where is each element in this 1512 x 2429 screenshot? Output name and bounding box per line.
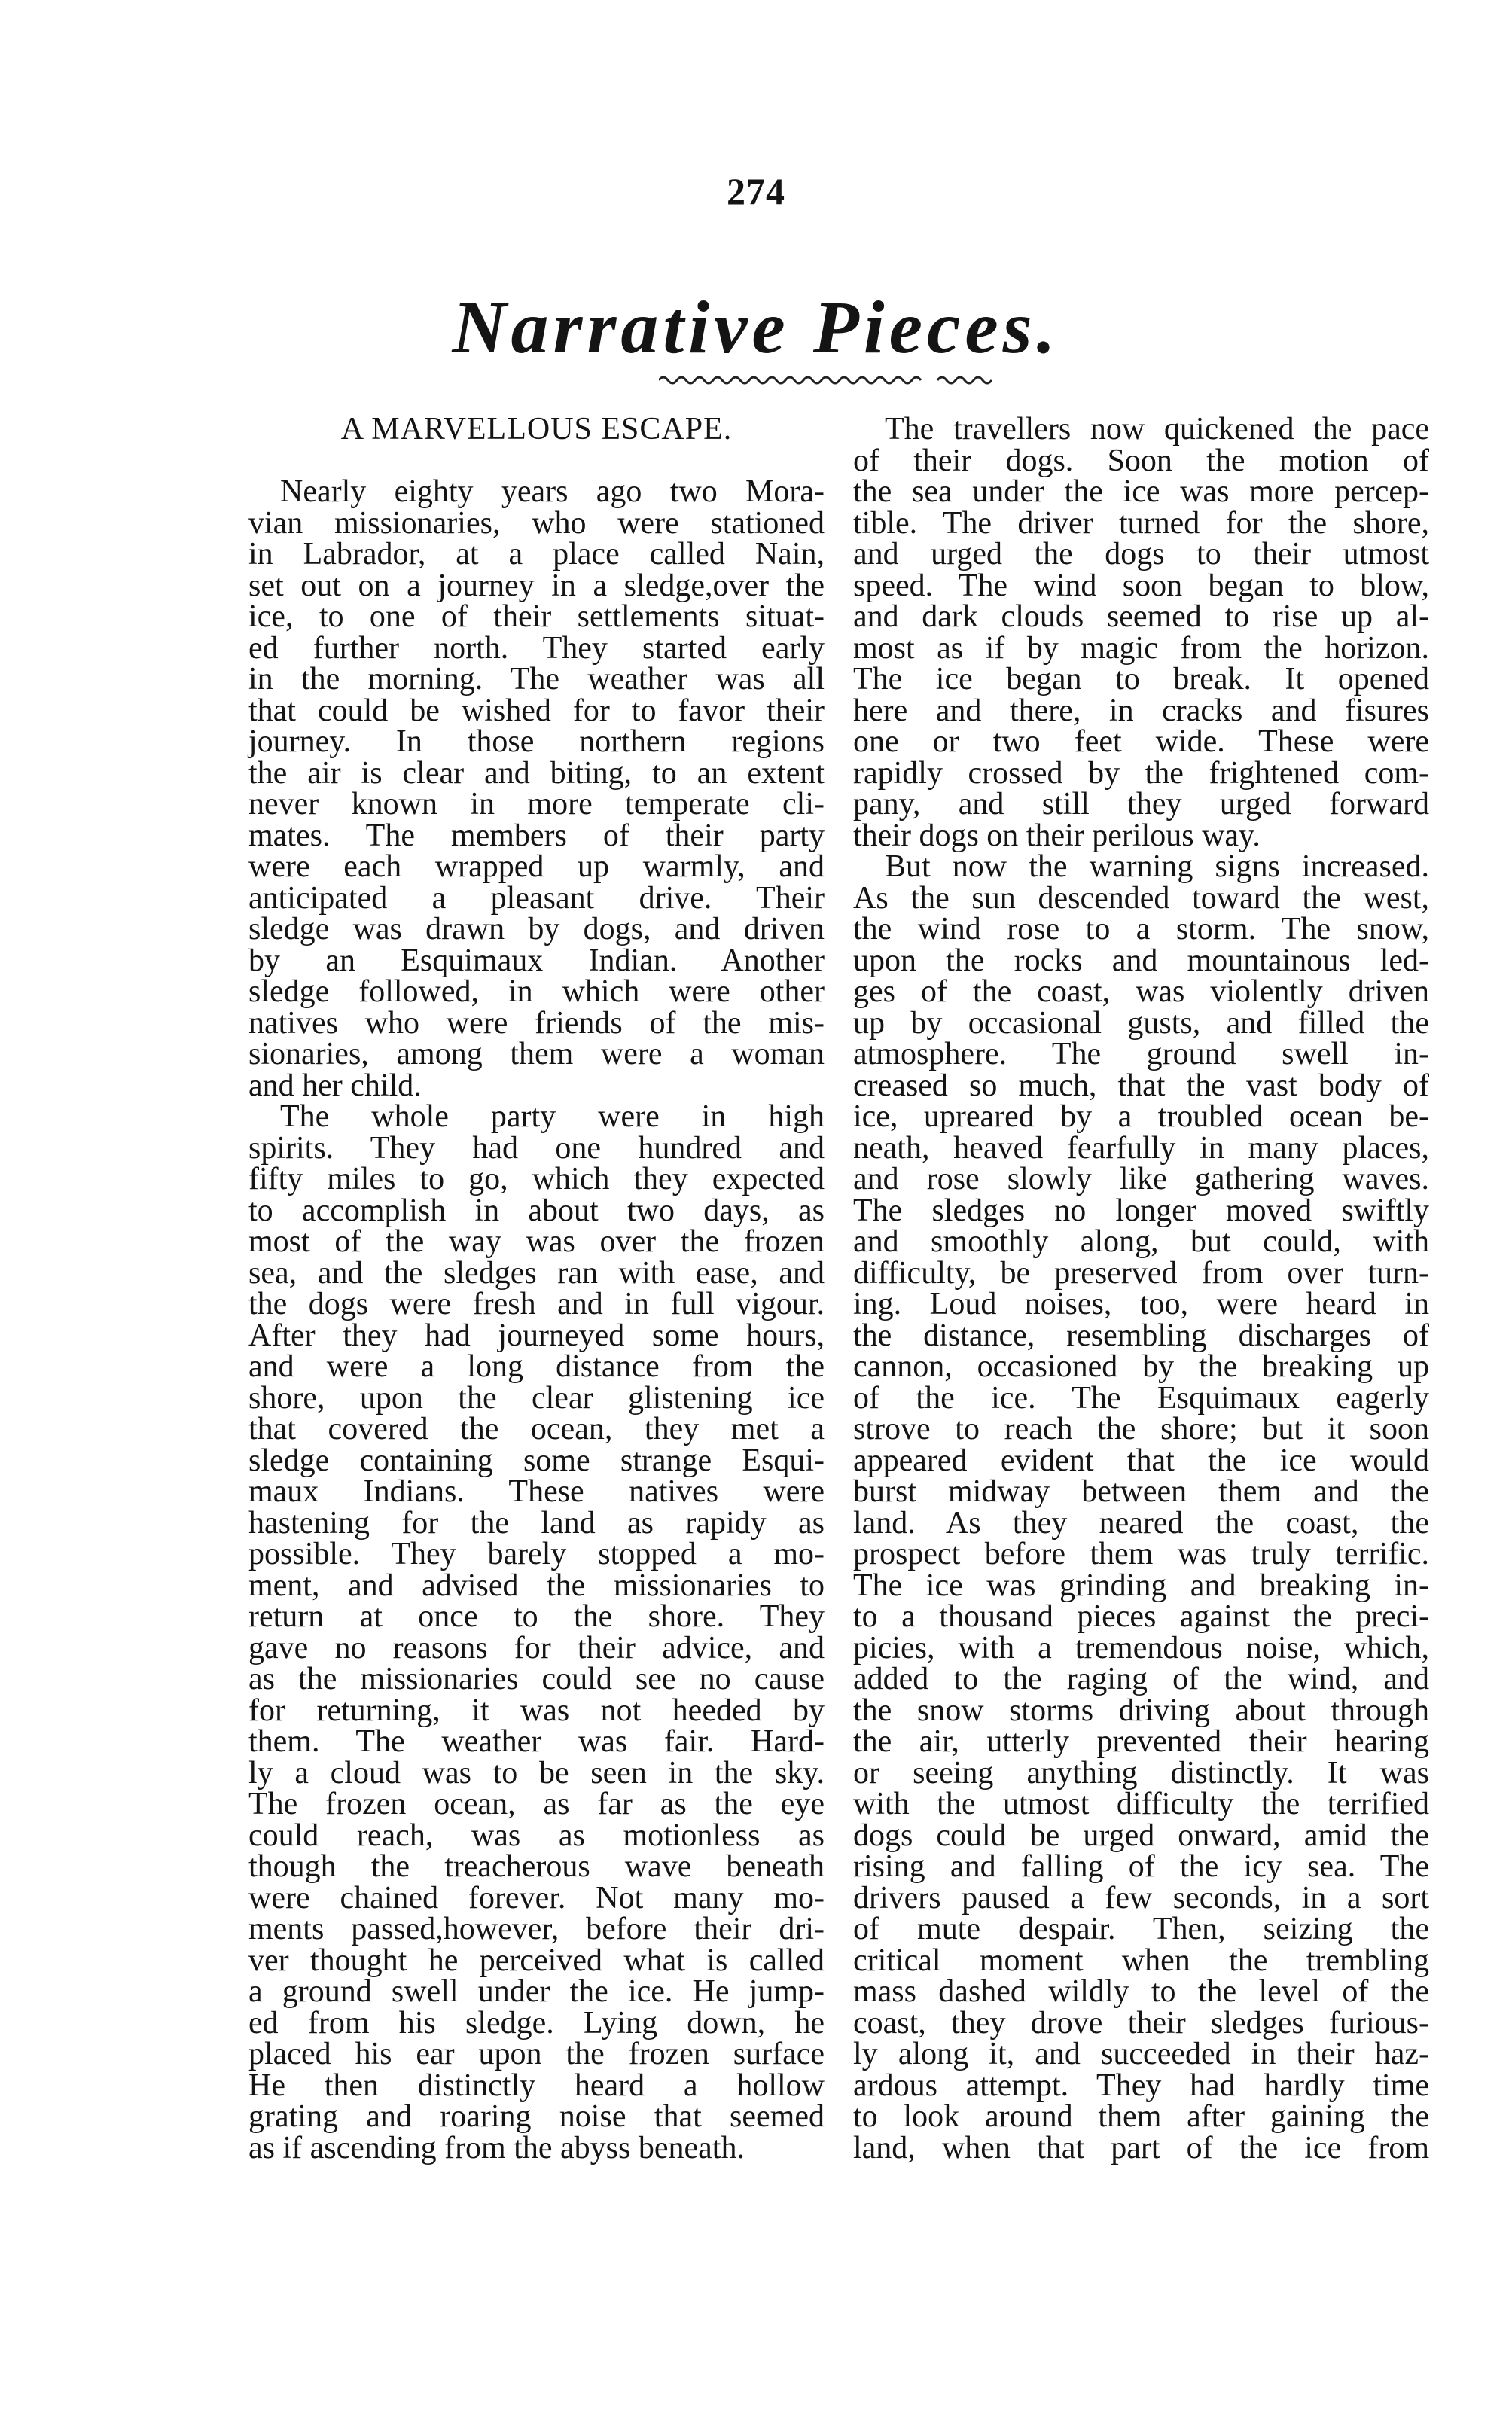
- text-line: neath, heaved fearfully in many places,: [853, 1130, 1429, 1166]
- text-line: sea, and the sledges ran with ease, and: [248, 1255, 825, 1291]
- text-line: gave no reasons for their advice, and: [248, 1630, 825, 1666]
- text-line: most as if by magic from the horizon.: [853, 630, 1429, 666]
- paragraph: [248, 1099, 825, 2165]
- text-line: up by occasional gusts, and filled the: [853, 1005, 1429, 1041]
- text-line: the air, utterly prevented their hearing: [853, 1724, 1429, 1759]
- text-line: ments passed,however, before their dri-: [248, 1912, 825, 1946]
- text-line: The whole party were in high: [280, 1099, 825, 1134]
- text-line: ed from his sledge. Lying down, he: [248, 2005, 825, 2040]
- article-title: A MARVELLOUS ESCAPE.: [340, 412, 733, 446]
- text-line: to look around them after gaining the: [853, 2099, 1429, 2134]
- text-line: speed. The wind soon began to blow,: [853, 568, 1429, 603]
- text-line: land. As they neared the coast, the: [853, 1505, 1429, 1541]
- text-line: picies, with a tremendous noise, which,: [853, 1630, 1429, 1666]
- text-line: most of the way was over the frozen: [248, 1224, 825, 1259]
- text-line: ges of the coast, was violently driven: [853, 974, 1429, 1009]
- text-line: set out on a journey in a sledge,over the: [248, 568, 825, 603]
- text-line: by an Esquimaux Indian. Another: [248, 943, 825, 978]
- text-line: After they had journeyed some hours,: [248, 1318, 825, 1353]
- right-column: [853, 414, 1429, 2164]
- text-line: ice, to one of their settlements situat-: [248, 599, 825, 634]
- text-line: the snow storms driving about through: [853, 1693, 1429, 1728]
- right-column-text: [853, 414, 1429, 2164]
- text-line: atmosphere. The ground swell in-: [853, 1037, 1429, 1071]
- text-line: that could be wished for to favor their: [248, 693, 825, 728]
- text-line: were each wrapped up warmly, and: [248, 849, 825, 884]
- text-line: Nearly eighty years ago two Mora-: [280, 474, 825, 509]
- text-line: to accomplish in about two days, as: [248, 1193, 825, 1228]
- text-line: for returning, it was not heeded by: [248, 1693, 825, 1728]
- text-line: ing. Loud noises, too, were heard in: [853, 1287, 1429, 1321]
- text-line: a ground swell under the ice. He jump-: [248, 1974, 825, 2009]
- left-column-text: [248, 474, 825, 2165]
- text-line: and her child.: [248, 1068, 422, 1103]
- text-line: return at once to the shore. They: [248, 1599, 825, 1634]
- text-line: The ice was grinding and breaking in-: [853, 1568, 1429, 1603]
- text-line: them. The weather was fair. Hard-: [248, 1724, 825, 1759]
- text-line: mates. The members of their party: [248, 818, 825, 853]
- text-line: But now the warning signs increased.: [885, 849, 1429, 884]
- text-line: the distance, resembling discharges of: [853, 1318, 1429, 1353]
- left-column: [248, 414, 825, 2164]
- text-line: critical moment when the trembling: [853, 1943, 1429, 1978]
- text-line: vian missionaries, who were stationed: [248, 505, 825, 541]
- section-title: Narrative Pieces.: [452, 285, 1060, 369]
- text-line: The ice began to break. It opened: [853, 662, 1429, 696]
- text-line: The travellers now quickened the pace: [885, 412, 1429, 446]
- text-line: to a thousand pieces against the preci-: [853, 1599, 1429, 1634]
- text-line: their dogs on their perilous way.: [853, 818, 1261, 853]
- text-line: anticipated a pleasant drive. Their: [248, 880, 825, 916]
- text-line: burst midway between them and the: [853, 1474, 1429, 1509]
- paragraph: [248, 474, 825, 1103]
- text-line: in Labrador, at a place called Nain,: [248, 537, 825, 571]
- text-line: shore, upon the clear glistening ice: [248, 1380, 825, 1416]
- text-line: rising and falling of the icy sea. The: [853, 1849, 1429, 1884]
- text-line: with the utmost difficulty the terrified: [853, 1787, 1429, 1821]
- text-line: the sea under the ice was more percep-: [853, 474, 1429, 509]
- text-line: placed his ear upon the frozen surface: [248, 2037, 825, 2071]
- text-line: as if ascending from the abyss beneath.: [248, 2130, 745, 2165]
- text-line: of mute despair. Then, seizing the: [853, 1912, 1429, 1946]
- text-line: of the ice. The Esquimaux eagerly: [853, 1380, 1429, 1416]
- text-line: one or two feet wide. These were: [853, 724, 1429, 759]
- text-line: were chained forever. Not many mo-: [248, 1880, 825, 1915]
- text-line: could reach, was as motionless as: [248, 1818, 825, 1853]
- text-line: upon the rocks and mountainous led-: [853, 943, 1429, 978]
- paragraph: [853, 849, 1429, 2165]
- text-line: dogs could be urged onward, amid the: [853, 1818, 1429, 1853]
- text-line: grating and roaring noise that seemed: [248, 2099, 825, 2134]
- text-line: difficulty, be preserved from over turn-: [853, 1255, 1429, 1291]
- text-line: tible. The driver turned for the shore,: [853, 505, 1429, 541]
- text-line: never known in more temperate cli-: [248, 787, 825, 821]
- text-line: or seeing anything distinctly. It was: [853, 1755, 1429, 1791]
- text-line: sledge followed, in which were other: [248, 974, 825, 1009]
- title-ornament-divider: [659, 371, 998, 389]
- text-line: here and there, in cracks and fisures: [853, 693, 1429, 728]
- page-number: 274: [727, 170, 785, 212]
- text-line: mass dashed wildly to the level of the: [853, 1974, 1429, 2009]
- text-line: ly along it, and succeeded in their haz-: [853, 2037, 1429, 2071]
- text-line: natives who were friends of the mis-: [248, 1005, 825, 1041]
- text-line: in the morning. The weather was all: [248, 662, 825, 696]
- text-line: the air is clear and biting, to an extent: [248, 755, 825, 791]
- text-line: prospect before them was truly terrific.: [853, 1537, 1429, 1571]
- text-line: fifty miles to go, which they expected: [248, 1162, 825, 1196]
- text-line: the wind rose to a storm. The snow,: [853, 912, 1429, 946]
- text-line: hastening for the land as rapidy as: [248, 1505, 825, 1541]
- text-line: maux Indians. These natives were: [248, 1474, 825, 1509]
- text-line: cannon, occasioned by the breaking up: [853, 1349, 1429, 1384]
- text-line: ver thought he perceived what is called: [248, 1943, 825, 1978]
- text-line: strove to reach the shore; but it soon: [853, 1412, 1429, 1446]
- text-line: coast, they drove their sledges furious-: [853, 2005, 1429, 2040]
- text-line: ice, upreared by a troubled ocean be-: [853, 1099, 1429, 1134]
- text-line: possible. They barely stopped a mo-: [248, 1537, 825, 1571]
- text-line: ment, and advised the missionaries to: [248, 1568, 825, 1603]
- text-line: creased so much, that the vast body of: [853, 1068, 1429, 1103]
- text-line: The sledges no longer moved swiftly: [853, 1193, 1429, 1228]
- text-line: ardous attempt. They had hardly time: [853, 2068, 1429, 2103]
- text-line: as the missionaries could see no cause: [248, 1662, 825, 1696]
- text-line: and smoothly along, but could, with: [853, 1224, 1429, 1259]
- text-line: pany, and still they urged forward: [853, 787, 1429, 821]
- text-line: and dark clouds seemed to rise up al-: [853, 599, 1429, 634]
- text-line: and urged the dogs to their utmost: [853, 537, 1429, 571]
- text-line: of their dogs. Soon the motion of: [853, 443, 1429, 478]
- text-line: land, when that part of the ice from: [853, 2130, 1429, 2165]
- paragraph: [853, 414, 1429, 852]
- text-line: The frozen ocean, as far as the eye: [248, 1787, 825, 1821]
- text-line: rapidly crossed by the frightened com-: [853, 755, 1429, 791]
- text-line: spirits. They had one hundred and: [248, 1130, 825, 1166]
- text-line: that covered the ocean, they met a: [248, 1412, 825, 1446]
- text-line: sionaries, among them were a woman: [248, 1037, 825, 1071]
- text-line: and rose slowly like gathering waves.: [853, 1162, 1429, 1196]
- text-line: though the treacherous wave beneath: [248, 1849, 825, 1884]
- text-line: drivers paused a few seconds, in a sort: [853, 1880, 1429, 1915]
- text-line: He then distinctly heard a hollow: [248, 2068, 825, 2103]
- text-line: sledge containing some strange Esqui-: [248, 1443, 825, 1478]
- text-line: journey. In those northern regions: [248, 724, 825, 759]
- text-line: As the sun descended toward the west,: [853, 880, 1429, 916]
- text-line: the dogs were fresh and in full vigour.: [248, 1287, 825, 1321]
- text-line: ly a cloud was to be seen in the sky.: [248, 1755, 825, 1791]
- text-line: added to the raging of the wind, and: [853, 1662, 1429, 1696]
- text-line: sledge was drawn by dogs, and driven: [248, 912, 825, 946]
- text-line: ed further north. They started early: [248, 630, 825, 666]
- text-line: and were a long distance from the: [248, 1349, 825, 1384]
- text-line: appeared evident that the ice would: [853, 1443, 1429, 1478]
